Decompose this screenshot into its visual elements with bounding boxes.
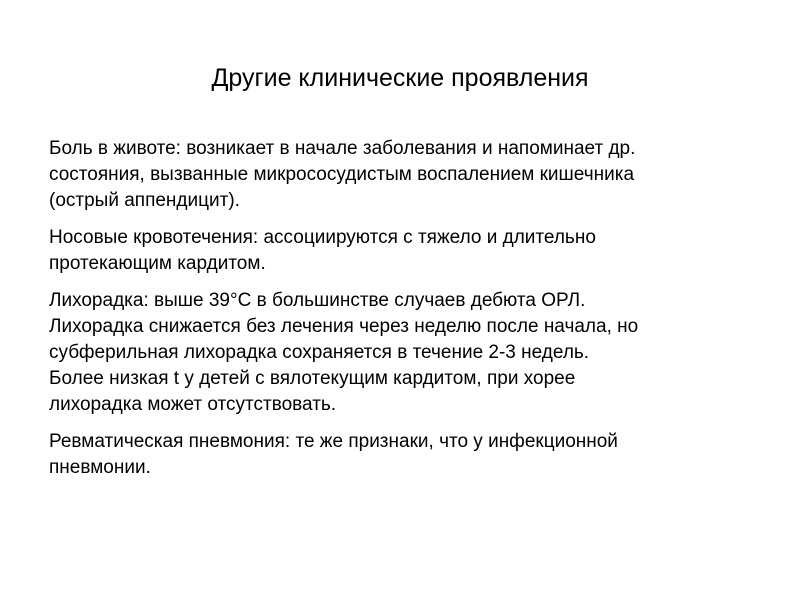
text-line: Лихорадка снижается без лечения через неделю после начала, но [49,316,639,337]
paragraph-fever [49,288,769,418]
text-line: Более низкая t у детей с вялотекущим кардитом, при хорее [49,368,576,389]
text-line: состояния, вызванные микрососудистым воспалением кишечника [49,164,635,185]
slide-body [49,136,769,492]
text-line: лихорадка может отсутствовать. [49,394,337,415]
text-line: Боль в животе: возникает в начале заболевания и напоминает др. [49,138,636,159]
paragraph-pneumonia [49,429,769,481]
text-line: (острый аппендицит). [49,190,240,211]
text-line: Лихорадка: выше 39°C в большинстве случаев дебюта ОРЛ. [49,290,586,311]
text-line: протекающим кардитом. [49,253,266,274]
text-line: Ревматическая пневмония: те же признаки, что у инфекционной [49,431,618,452]
text-line: субферильная лихорадка сохраняется в течение 2-3 недель. [49,342,590,363]
slide-title: Другие клинические проявления [211,64,589,92]
paragraph-nosebleeds [49,225,769,277]
text-line: пневмонии. [49,457,151,478]
paragraph-abdominal-pain [49,136,769,214]
text-line: Носовые кровотечения: ассоциируются с тяжело и длительно [49,227,596,248]
